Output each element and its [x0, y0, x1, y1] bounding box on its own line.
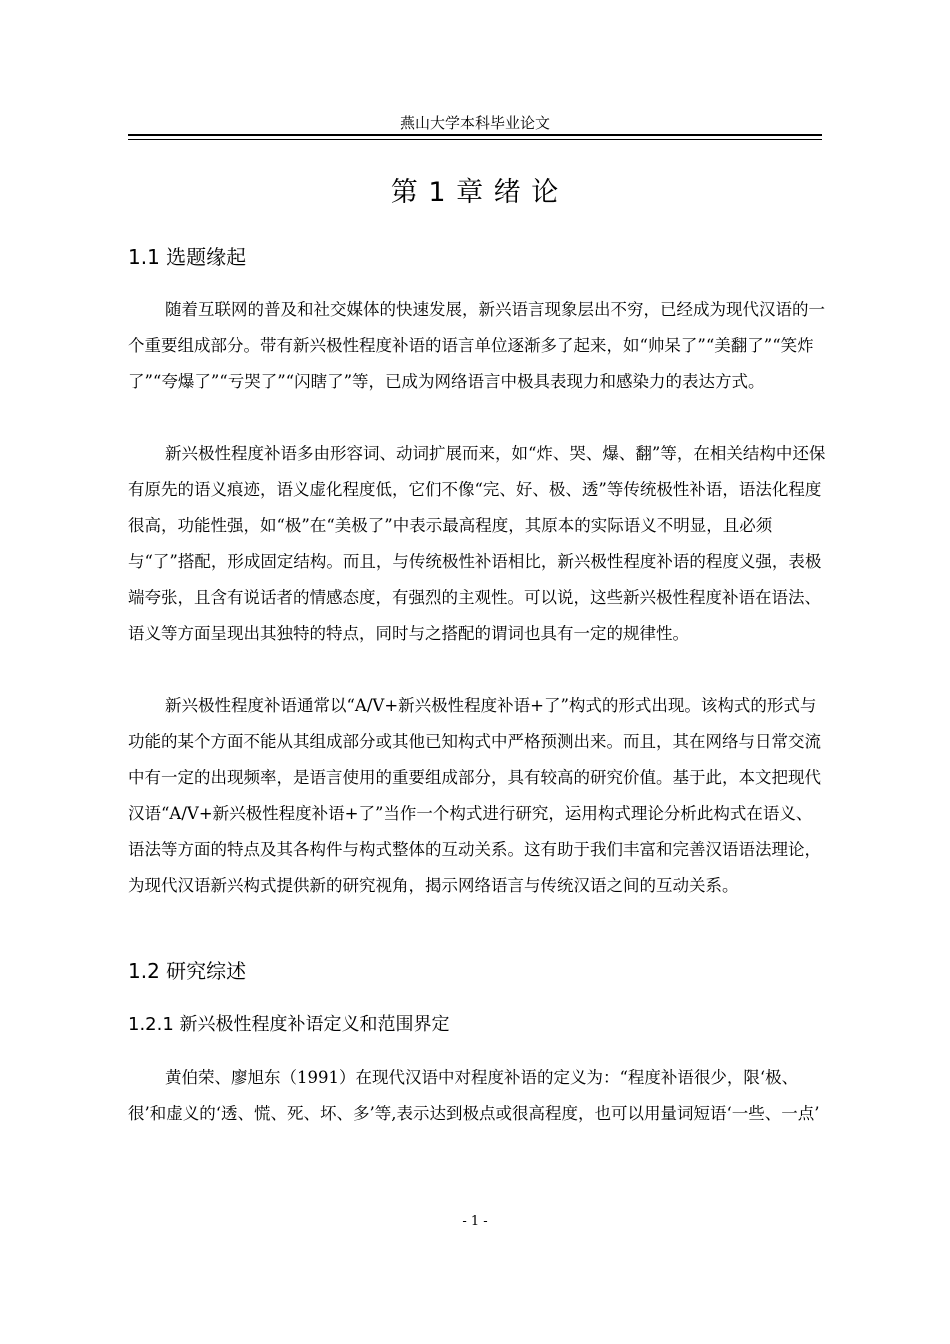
running-header: 燕山大学本科毕业论文	[399, 114, 550, 132]
paragraph-1-1-3: 新兴极性程度补语通常以“A/V+新兴极性程度补语+了”构式的形式出现。该构式的形式与功能的某个方面不能从其组成部分或其他已知构式中严格预测出来。而且，其在网络与日常交流中有一定的出现频率，是语言使用的重要组成部分，具有较高的研究价值。基于此，本文把现代汉语“A/V+新兴极性程度补语+了”当作一个构式进行研究，运用构式理论分析此构式在语义、语法等方面的特点及其各构件与构式整体的互动关系。这有助于我们丰富和完善汉语语法理论，为现代汉语新兴构式提供新的研究视角，揭示网络语言与传统汉语之间的互动关系。	[128, 696, 821, 895]
paragraph-1-1-1: 随着互联网的普及和社交媒体的快速发展，新兴语言现象层出不穷，已经成为现代汉语的一个重要组成部分。带有新兴极性程度补语的语言单位逐渐多了起来，如“帅呆了”“美翻了”“笑炸了”“夸爆了”“亏哭了”“闪瞎了”等，已成为网络语言中极具表现力和感染力的表达方式。	[128, 300, 825, 391]
paragraph-1-2-1-1: 黄伯荣、廖旭东（1991）在现代汉语中对程度补语的定义为：“程度补语很少，限‘极、很’和虚义的‘透、慌、死、坏、多’等,表示达到极点或很高程度，也可以用量词短语‘一些、一点’	[128, 1068, 820, 1123]
section-heading-1-1: 1.1 选题缘起	[128, 245, 247, 269]
subsection-heading-1-2-1: 1.2.1 新兴极性程度补语定义和范围界定	[128, 1014, 450, 1035]
header-double-rule	[128, 134, 822, 140]
chapter-title: 第 1 章 绪 论	[390, 177, 560, 208]
section-heading-1-2: 1.2 研究综述	[128, 959, 247, 983]
paragraph-1-1-2: 新兴极性程度补语多由形容词、动词扩展而来，如“炸、哭、爆、翻”等，在相关结构中还保有原先的语义痕迹，语义虚化程度低，它们不像“完、好、极、透”等传统极性补语，语法化程度很高，功能性强，如“极”在“美极了”中表示最高程度，其原本的实际语义不明显，且必须与“了”搭配，形成固定结构。而且，与传统极性补语相比，新兴极性程度补语的程度义强，表极端夸张，且含有说话者的情感态度，有强烈的主观性。可以说，这些新兴极性程度补语在语法、语义等方面呈现出其独特的特点，同时与之搭配的谓词也具有一定的规律性。	[128, 444, 826, 643]
page-number: - 1 -	[462, 1214, 488, 1229]
